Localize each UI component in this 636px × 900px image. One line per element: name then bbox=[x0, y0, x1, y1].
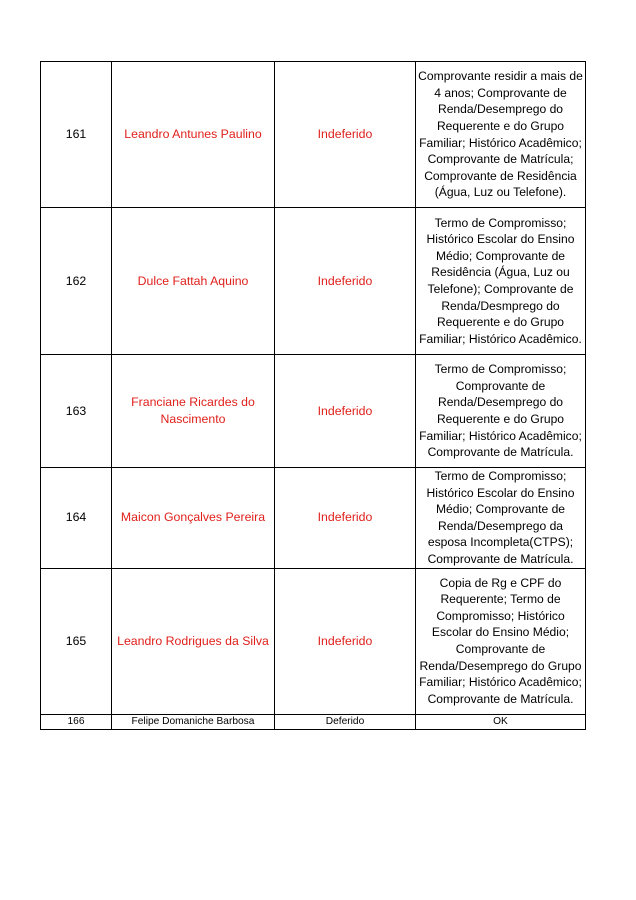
status-cell: Deferido bbox=[275, 714, 416, 729]
row-number: 162 bbox=[41, 208, 112, 355]
status-cell: Indeferido bbox=[275, 62, 416, 208]
status-cell: Indeferido bbox=[275, 208, 416, 355]
table-row bbox=[41, 62, 586, 208]
status-cell: Indeferido bbox=[275, 355, 416, 468]
applicant-name: Felipe Domaniche Barbosa bbox=[112, 714, 275, 729]
table-row bbox=[41, 468, 586, 569]
missing-documents: Copia de Rg e CPF do Requerente; Termo de Compromisso; Histórico Escolar do Ensino Médio; Comprovante de Renda/Desemprego do Grupo Familiar; Histórico Acadêmico; Comprovante de Matrícula. bbox=[416, 568, 586, 714]
row-number: 165 bbox=[41, 568, 112, 714]
row-number: 166 bbox=[41, 714, 112, 729]
missing-documents: Termo de Compromisso; Comprovante de Renda/Desemprego do Requerente e do Grupo Familiar; Histórico Acadêmico; Comprovante de Matrícula. bbox=[416, 355, 586, 468]
table-row bbox=[41, 714, 586, 729]
records-table bbox=[40, 61, 586, 730]
table-row bbox=[41, 208, 586, 355]
status-cell: Indeferido bbox=[275, 568, 416, 714]
table-row bbox=[41, 355, 586, 468]
missing-documents: OK bbox=[416, 714, 586, 729]
status-cell: Indeferido bbox=[275, 468, 416, 569]
applicant-name: Franciane Ricardes do Nascimento bbox=[112, 355, 275, 468]
table-row bbox=[41, 568, 586, 714]
row-number: 161 bbox=[41, 62, 112, 208]
applicant-name: Dulce Fattah Aquino bbox=[112, 208, 275, 355]
missing-documents: Termo de Compromisso; Histórico Escolar do Ensino Médio; Comprovante de Residência (Água, Luz ou Telefone); Comprovante de Renda/Desmprego do Requerente e do Grupo Familiar; Histórico Acadêmico. bbox=[416, 208, 586, 355]
missing-documents: Comprovante residir a mais de 4 anos; Comprovante de Renda/Desemprego do Requerente e do Grupo Familiar; Histórico Acadêmico; Comprovante de Matrícula; Comprovante de Residência (Água, Luz ou Telefone). bbox=[416, 62, 586, 208]
row-number: 163 bbox=[41, 355, 112, 468]
missing-documents: Termo de Compromisso; Histórico Escolar do Ensino Médio; Comprovante de Renda/Desemprego da esposa Incompleta(CTPS); Comprovante de Matrícula. bbox=[416, 468, 586, 569]
applicant-name: Leandro Antunes Paulino bbox=[112, 62, 275, 208]
applicant-name: Leandro Rodrigues da Silva bbox=[112, 568, 275, 714]
applicant-name: Maicon Gonçalves Pereira bbox=[112, 468, 275, 569]
row-number: 164 bbox=[41, 468, 112, 569]
